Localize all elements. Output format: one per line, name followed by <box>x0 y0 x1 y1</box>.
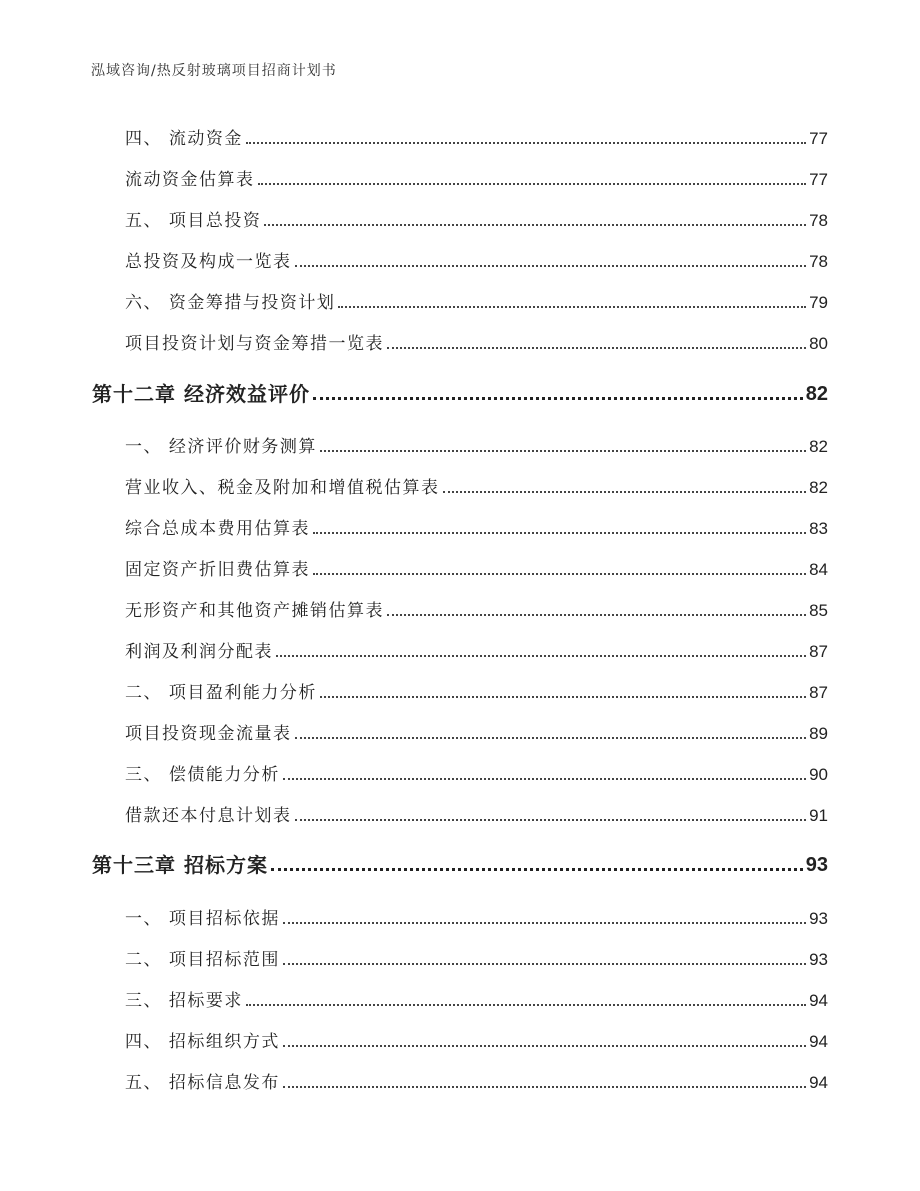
toc-dot-leader <box>338 306 806 308</box>
toc-entry[interactable] <box>0 512 920 540</box>
toc-dot-leader <box>283 922 806 924</box>
toc-entry-page: 83 <box>809 519 828 538</box>
toc-entry[interactable] <box>0 799 920 827</box>
toc-dot-leader <box>276 655 806 657</box>
toc-entry-title: 综合总成本费用估算表 <box>125 519 310 539</box>
toc-chapter-page: 82 <box>805 383 828 405</box>
toc-entry-page: 80 <box>809 334 828 353</box>
toc-entry-title: 固定资产折旧费估算表 <box>125 560 310 580</box>
toc-entry[interactable] <box>0 430 920 458</box>
toc-entry-title: 四、 招标组织方式 <box>125 1032 280 1052</box>
toc-dot-leader <box>264 224 806 226</box>
toc-entry-title: 五、 招标信息发布 <box>125 1073 280 1093</box>
toc-entry-title: 营业收入、税金及附加和增值税估算表 <box>125 478 440 498</box>
toc-chapter-title: 第十二章 经济效益评价 <box>92 382 310 406</box>
toc-entry-page: 89 <box>809 724 828 743</box>
toc-dot-leader <box>313 397 803 400</box>
toc-entry-page: 85 <box>809 601 828 620</box>
toc-dot-leader <box>387 347 806 349</box>
toc-entry-page: 82 <box>809 478 828 497</box>
toc-entry[interactable] <box>0 1066 920 1094</box>
toc-dot-leader <box>246 1004 806 1006</box>
toc-entry-title: 无形资产和其他资产摊销估算表 <box>125 601 384 621</box>
toc-entry-page: 90 <box>809 765 828 784</box>
toc-entry-page: 91 <box>809 806 828 825</box>
toc-dot-leader <box>313 573 806 575</box>
toc-entry-title: 一、 项目招标依据 <box>125 909 280 929</box>
page-header: 泓域咨询/热反射玻璃项目招商计划书 <box>91 63 337 79</box>
toc-entry[interactable] <box>0 758 920 786</box>
toc-entry-page: 84 <box>809 560 828 579</box>
toc-entry-page: 93 <box>809 909 828 928</box>
toc-entry[interactable] <box>0 635 920 663</box>
toc-entry-title: 二、 项目招标范围 <box>125 950 280 970</box>
toc-dot-leader <box>283 1086 806 1088</box>
toc-entry-title: 借款还本付息计划表 <box>125 806 292 826</box>
toc-entry[interactable] <box>0 553 920 581</box>
toc-entry[interactable] <box>0 245 920 273</box>
toc-dot-leader <box>295 737 807 739</box>
toc-dot-leader <box>295 265 807 267</box>
toc-entry-page: 78 <box>809 211 828 230</box>
toc-entry-title: 项目投资现金流量表 <box>125 724 292 744</box>
toc-dot-leader <box>271 868 803 871</box>
toc-entry[interactable] <box>0 1025 920 1053</box>
toc-entry[interactable] <box>0 984 920 1012</box>
toc-entry-page: 94 <box>809 1073 828 1092</box>
toc-chapter-entry[interactable] <box>0 848 920 876</box>
toc-dot-leader <box>320 696 806 698</box>
toc-entry-title: 三、 招标要求 <box>125 991 243 1011</box>
toc-dot-leader <box>283 963 806 965</box>
toc-dot-leader <box>387 614 806 616</box>
toc-entry-title: 流动资金估算表 <box>125 170 255 190</box>
toc-entry[interactable] <box>0 902 920 930</box>
toc-entry-page: 82 <box>809 437 828 456</box>
toc-entry-title: 项目投资计划与资金筹措一览表 <box>125 334 384 354</box>
toc-entry-title: 三、 偿债能力分析 <box>125 765 280 785</box>
toc-dot-leader <box>295 819 807 821</box>
toc-entry-page: 78 <box>809 252 828 271</box>
toc-entry[interactable] <box>0 327 920 355</box>
toc-entry[interactable] <box>0 122 920 150</box>
toc-dot-leader <box>283 778 806 780</box>
toc-dot-leader <box>313 532 806 534</box>
toc-entry[interactable] <box>0 204 920 232</box>
toc-dot-leader <box>320 450 806 452</box>
toc-entry[interactable] <box>0 163 920 191</box>
toc-entry[interactable] <box>0 594 920 622</box>
toc-entry-page: 77 <box>809 129 828 148</box>
toc-dot-leader <box>258 183 807 185</box>
toc-entry-page: 79 <box>809 293 828 312</box>
toc-dot-leader <box>246 142 806 144</box>
toc-entry-title: 五、 项目总投资 <box>125 211 262 231</box>
toc-entry[interactable] <box>0 286 920 314</box>
toc-chapter-title: 第十三章 招标方案 <box>92 853 268 877</box>
toc-entry[interactable] <box>0 471 920 499</box>
toc-entry[interactable] <box>0 943 920 971</box>
toc-entry[interactable] <box>0 717 920 745</box>
toc-entry-page: 94 <box>809 1032 828 1051</box>
toc-dot-leader <box>283 1045 806 1047</box>
toc-dot-leader <box>443 491 807 493</box>
toc-chapter-entry[interactable] <box>0 377 920 405</box>
toc-entry-title: 总投资及构成一览表 <box>125 252 292 272</box>
toc-entry-page: 93 <box>809 950 828 969</box>
toc-entry-title: 六、 资金筹措与投资计划 <box>125 293 336 313</box>
toc-entry-title: 利润及利润分配表 <box>125 642 273 662</box>
toc-entry-page: 87 <box>809 683 828 702</box>
toc-chapter-page: 93 <box>805 854 828 876</box>
toc-entry-page: 77 <box>809 170 828 189</box>
toc-entry-page: 87 <box>809 642 828 661</box>
toc-entry-title: 四、 流动资金 <box>125 129 243 149</box>
toc-entry[interactable] <box>0 676 920 704</box>
toc-entry-title: 二、 项目盈利能力分析 <box>125 683 317 703</box>
toc-entry-page: 94 <box>809 991 828 1010</box>
toc-entry-title: 一、 经济评价财务测算 <box>125 437 317 457</box>
